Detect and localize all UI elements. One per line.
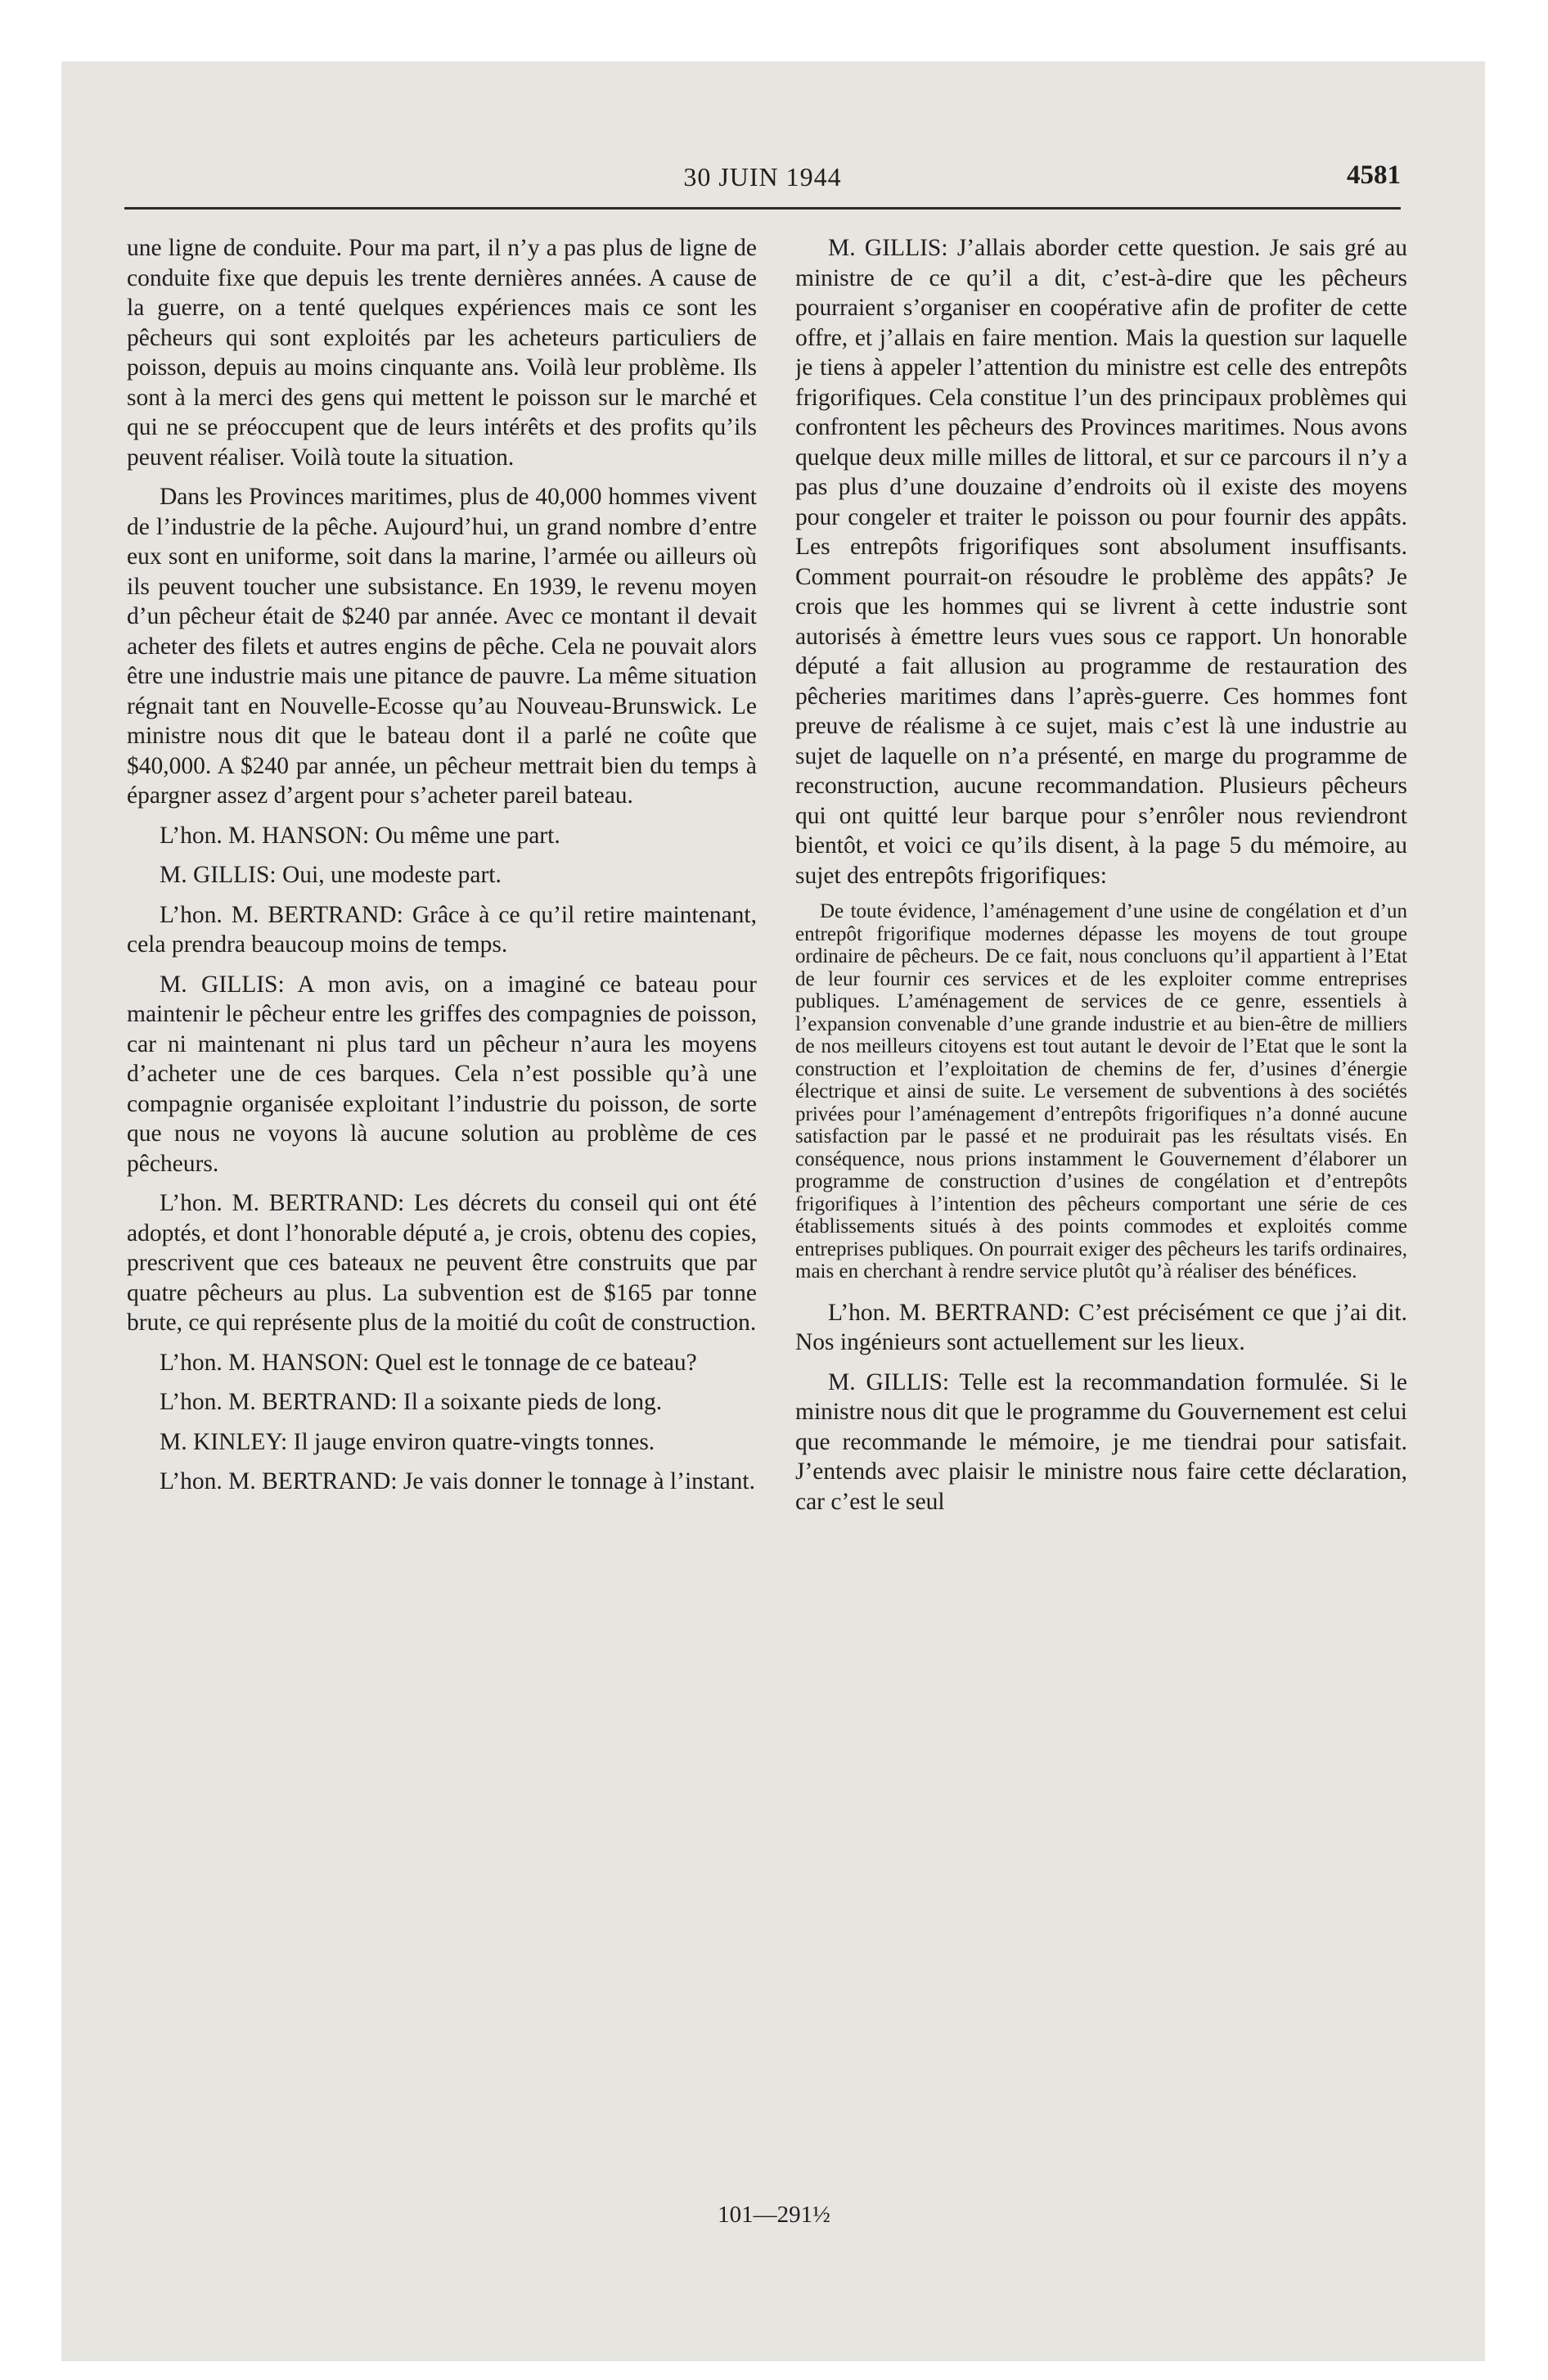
left-column (127, 233, 757, 2181)
speech-paragraph: L’hon. M. BERTRAND: C’est précisément ce que j’ai dit. Nos ingénieurs sont actuellement sur les lieux. (795, 1299, 1407, 1355)
speech-paragraph: M. GILLIS: Telle est la recommandation formulée. Si le ministre nous dit que le programme du Gouvernement est celui que recommande le mémoire, je me tiendrai pour satisfait. J’entends avec plaisir le ministre nous faire cette déclaration, car c’est le seul (795, 1368, 1407, 1515)
speech-paragraph: L’hon. M. BERTRAND: Je vais donner le tonnage à l’instant. (160, 1468, 755, 1494)
page-header (124, 156, 1401, 205)
quoted-memoire: De toute évidence, l’aménagement d’une usine de congélation et d’un entrepôt frigorifique modernes dépasse les moyens de tout groupe ordinaire de pêcheurs. De ce fait, nous concluons qu’il appartient à l’Etat de leur fournir ces services et de les exploiter comme entreprises publiques. L’aménagement de services de ce genre, essentiels à l’expansion convenable d’une grande industrie et au bien-être de milliers de nos meilleurs citoyens est tout autant le devoir de l’Etat que le sont la construction et l’exploitation de chemins de fer, d’usines d’énergie électrique et ainsi de suite. Le versement de subventions à des sociétés privées pour l’aménagement d’entrepôts frigorifiques n’a donné aucune satisfaction par le passé et ne produirait pas les résultats visés. En conséquence, nous prions instamment le Gouvernement d’élaborer un programme de construction d’usines de congélation et d’entrepôts frigorifiques à l’intention des pêcheurs comportant une série de ces établissements situés à des points commodes et exploités comme entreprises publiques. On pourrait exiger des pêcheurs les tarifs ordinaires, mais en cherchant à rendre service plutôt qu’à réaliser des bénéfices. (795, 900, 1407, 1282)
paragraph: Dans les Provinces maritimes, plus de 40,000 hommes vivent de l’industrie de la pêche. Aujourd’hui, un grand nombre d’entre eux sont en uniforme, soit dans la marine, l’armée ou ailleurs où ils peuvent toucher une subsistance. En 1939, le revenu moyen d’un pêcheur était de $240 par année. Avec ce montant il devait acheter des filets et autres engins de pêche. Cela ne pouvait alors être une industrie mais une pitance de pauvre. La même situation régnait tant en Nouvelle-Ecosse qu’au Nouveau-Brunswick. Le ministre nous dit que le bateau dont il a parlé ne coûte que $40,000. A $240 par année, un pêcheur mettrait bien du temps à épargner assez d’argent pour s’acheter pareil bateau. (127, 484, 757, 809)
page-footer-signature: 101—291½ (718, 2202, 830, 2228)
speech-paragraph: M. GILLIS: A mon avis, on a imaginé ce bateau pour maintenir le pêcheur entre les griffes des compagnies de poisson, car ni maintenant ni plus tard un pêcheur n’aura les moyens d’acheter une de ces barques. Cela n’est possible qu’à une compagnie organisée exploitant l’industrie du poisson, de sorte que nous ne voyons là aucune solution au problème de ces pêcheurs. (127, 971, 757, 1177)
header-rule (124, 207, 1401, 210)
page-number: 4581 (1347, 160, 1401, 190)
speech-paragraph: L’hon. M. BERTRAND: Grâce à ce qu’il retire maintenant, cela prendra beaucoup moins de temps. (127, 901, 757, 958)
right-column (795, 233, 1407, 2181)
speech-paragraph: L’hon. M. BERTRAND: Les décrets du conseil qui ont été adoptés, et dont l’honorable député a, je crois, obtenu des copies, prescrivent que ces bateaux ne peuvent être construits que par quatre pêcheurs au plus. La subvention est de $165 par tonne brute, ce qui représente plus de la moitié du coût de construction. (127, 1190, 757, 1336)
speech-paragraph: L’hon. M. HANSON: Ou même une part. (160, 822, 560, 849)
speech-paragraph: L’hon. M. BERTRAND: Il a soixante pieds de long. (160, 1389, 663, 1415)
speech-paragraph: M. KINLEY: Il jauge environ quatre-vingts tonnes. (160, 1428, 655, 1455)
speech-paragraph: M. GILLIS: Oui, une modeste part. (160, 862, 502, 888)
paragraph: une ligne de conduite. Pour ma part, il n’y a pas plus de ligne de conduite fixe que depuis les trente dernières années. A cause de la guerre, on a tenté quelques expériences mais ce sont les pêcheurs qui sont exploités par les acheteurs particuliers de poisson, depuis au moins cinquante ans. Voilà leur problème. Ils sont à la merci des gens qui mettent le poisson sur le marché et qui ne se préoccupent que de leurs intérêts et des profits qu’ils peuvent réaliser. Voilà toute la situation. (127, 235, 757, 471)
speech-paragraph: L’hon. M. HANSON: Quel est le tonnage de ce bateau? (160, 1349, 697, 1376)
speech-paragraph: M. GILLIS: J’allais aborder cette question. Je sais gré au ministre de ce qu’il a dit, c’est-à-dire que les pêcheurs pourraient s’organiser en coopérative afin de profiter de cette offre, et j’allais en faire mention. Mais la question sur laquelle je tiens à appeler l’attention du ministre est celle des entrepôts frigorifiques. Cela constitue l’un des principaux problèmes qui confrontent les pêcheurs des Provinces maritimes. Nous avons quelque deux mille milles de littoral, et sur ce parcours il n’y a pas plus d’une douzaine d’endroits où il existe des moyens pour congeler et traiter le poisson ou pour fournir des appâts. Les entrepôts frigorifiques sont absolument insuffisants. Comment pourrait-on résoudre le problème des appâts? Je crois que les hommes qui se livrent à cette industrie sont autorisés à émettre leurs vues sous ce rapport. Un honorable député a fait allusion au programme de restauration des pêcheries maritimes dans l’après-guerre. Ces hommes font preuve de réalisme à ce sujet, mais c’est là une industrie au sujet de laquelle on n’a présenté, en marge du programme de reconstruction, aucune recommandation. Plusieurs pêcheurs qui ont quitté leur barque pour s’enrôler nous reviendront bientôt, et voici ce qu’ils disent, à la page 5 du mémoire, au sujet des entrepôts frigorifiques: (795, 235, 1407, 889)
header-date: 30 JUIN 1944 (683, 162, 842, 192)
